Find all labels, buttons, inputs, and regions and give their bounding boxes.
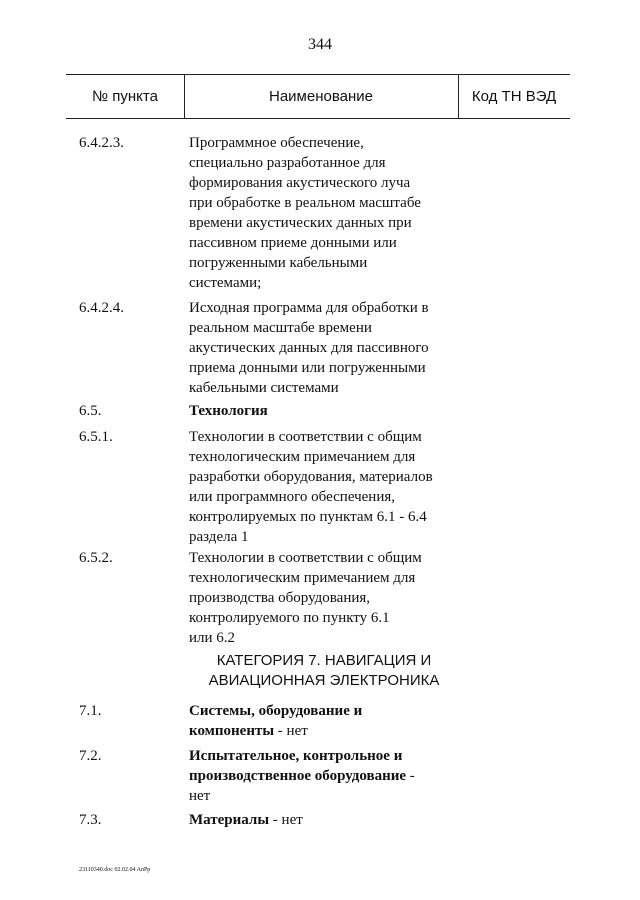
item-text: Испытательное, контрольное и производственное оборудование - нет (189, 748, 415, 804)
item-number: 7.3. (79, 812, 102, 828)
page-number: 344 (308, 36, 332, 53)
item-number: 6.5.2. (79, 550, 113, 566)
header-tn-ved-code: Код ТН ВЭД (471, 88, 557, 105)
item-number: 7.1. (79, 703, 102, 719)
item-number: 6.4.2.3. (79, 135, 124, 151)
item-number: 6.5. (79, 403, 102, 419)
item-text: Технологии в соответствии с общим технологическим примечанием для производства оборудования, контролируемого по пункту 6.1 или 6.2 (189, 550, 422, 646)
item-text: Системы, оборудование и компоненты - нет (189, 703, 363, 739)
header-item-number: № пункта (92, 88, 158, 105)
item-text: Исходная программа для обработки в реальном масштабе времени акустических данных для пассивного приема донными или погруженными кабельными системами (189, 300, 429, 396)
document-footer: 23110340.doc 02.02.04 AnPp (79, 867, 151, 873)
table-header (66, 74, 570, 119)
section-heading: Технология (189, 403, 268, 419)
category-heading: КАТЕГОРИЯ 7. НАВИГАЦИЯ И АВИАЦИОННАЯ ЭЛЕКТРОНИКА (208, 652, 440, 689)
item-number: 7.2. (79, 748, 102, 764)
item-number: 6.4.2.4. (79, 300, 124, 316)
item-text: Материалы - нет (189, 812, 303, 828)
item-text: Технологии в соответствии с общим технологическим примечанием для разработки оборудования, материалов или программного обеспечения, контролируемых по пунктам 6.1 - 6.4 раздела 1 (189, 429, 433, 545)
item-number: 6.5.1. (79, 429, 113, 445)
item-text: Программное обеспечение, специально разработанное для формирования акустического луча при обработке в реальном масштабе времени акустических данных при пассивном приеме донными или погруженными кабельными системами; (189, 135, 421, 291)
header-name: Наименование (269, 88, 373, 105)
